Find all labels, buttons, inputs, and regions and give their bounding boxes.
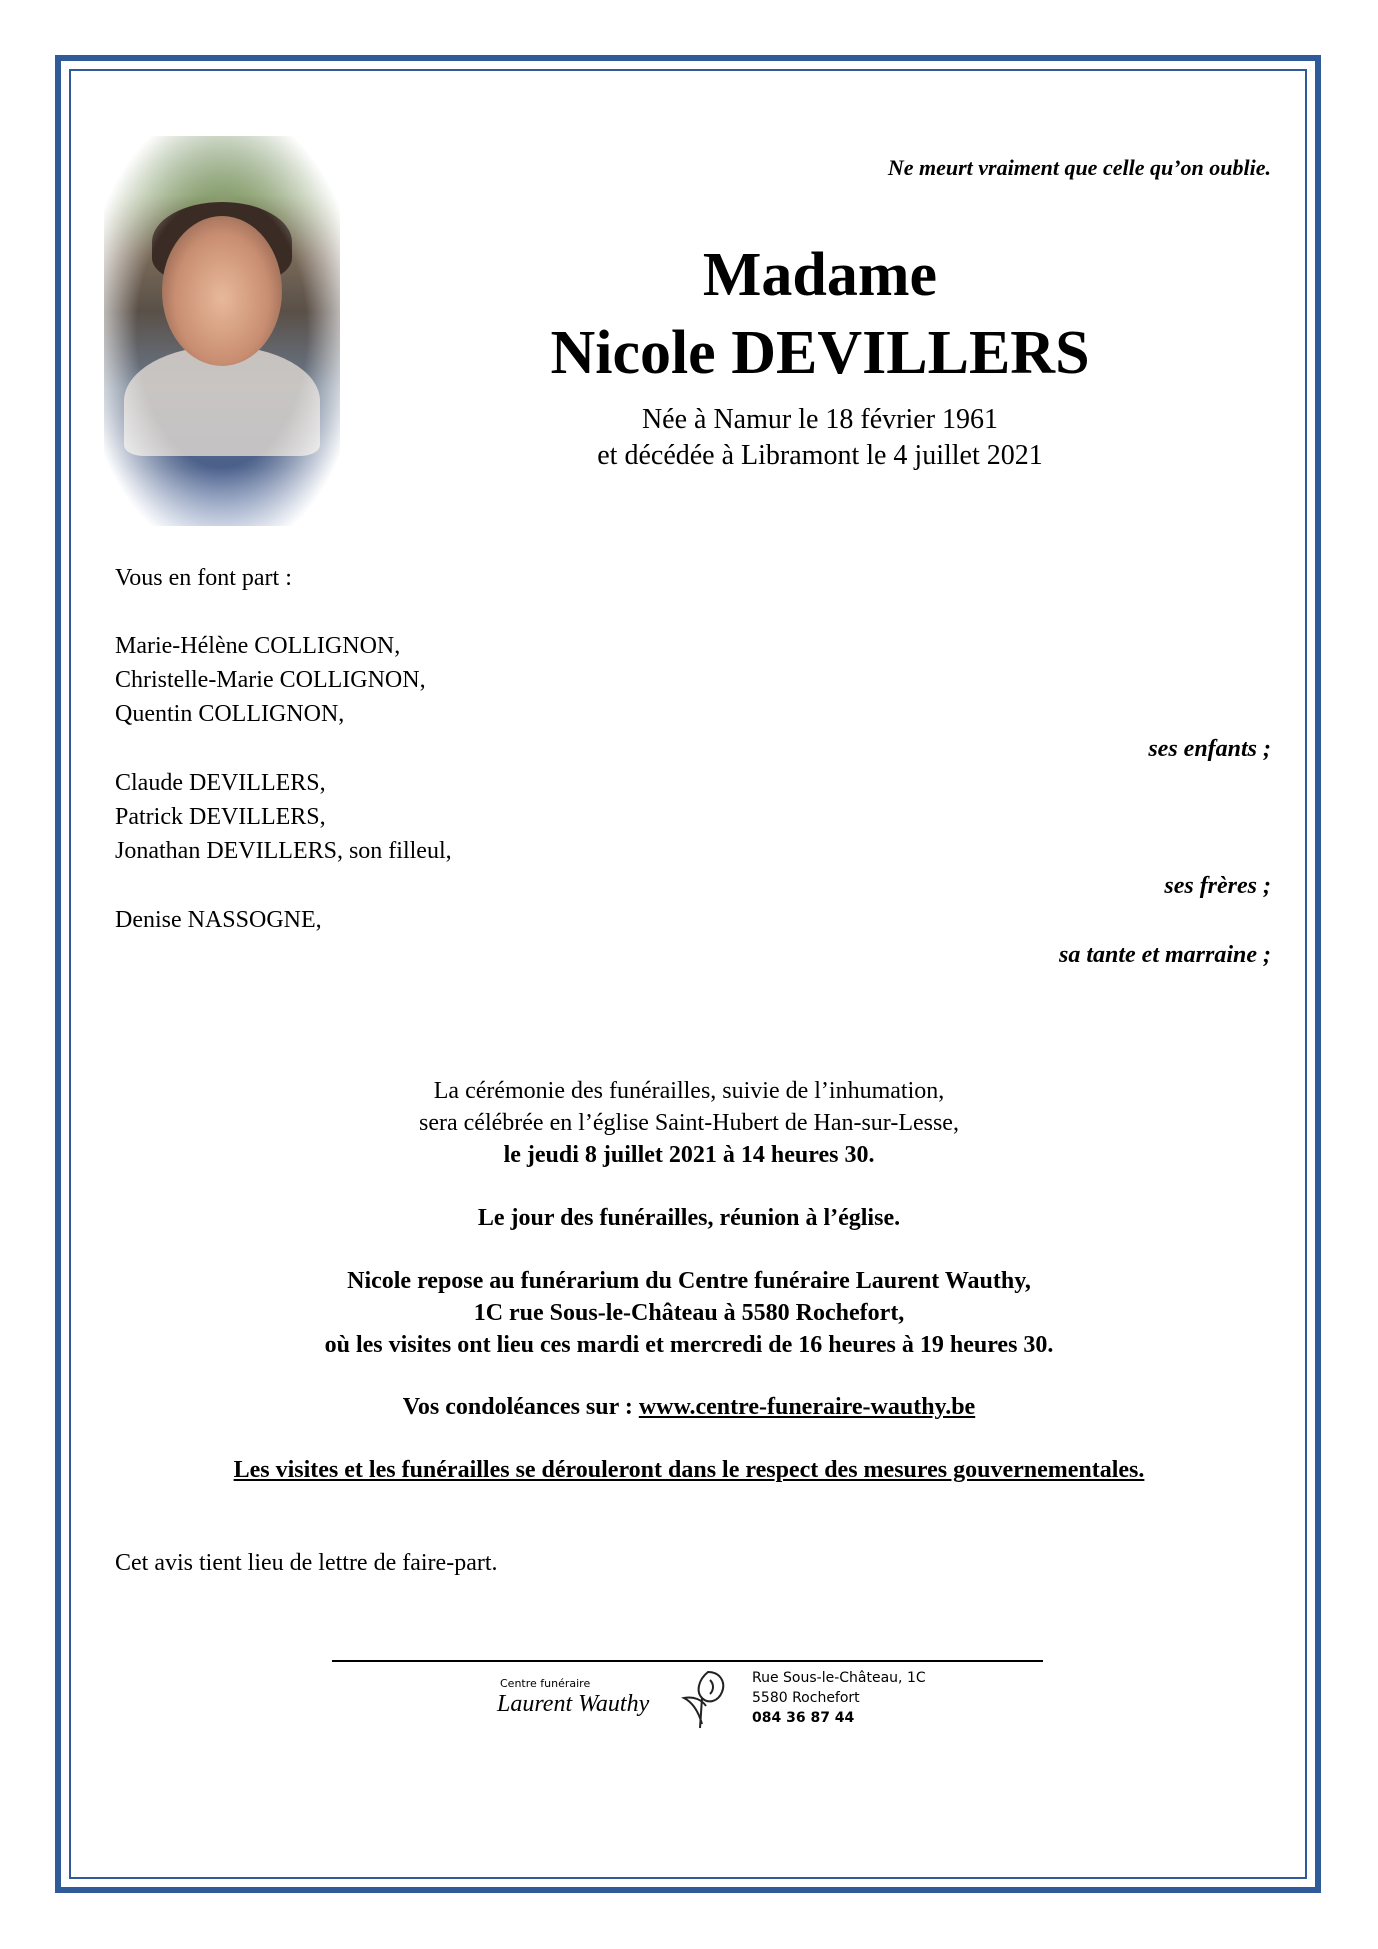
relation-label: ses frères ; <box>1164 873 1271 899</box>
death-line: et décédée à Libramont le 4 juillet 2021 <box>597 440 1043 471</box>
birth-line: Née à Namur le 18 février 1961 <box>641 404 999 435</box>
dates <box>460 402 1180 474</box>
condolences <box>115 1394 1263 1421</box>
family-member: Patrick DEVILLERS, <box>115 804 326 830</box>
gathering-note: Le jour des funérailles, réunion à l’église. <box>477 1205 901 1231</box>
portrait-face <box>162 216 282 366</box>
intro-text: Vous en font part : <box>115 565 292 591</box>
motto: Ne meurt vraiment que celle qu’on oublie. <box>887 155 1271 180</box>
repose-line: où les visites ont lieu ces mardi et mercredi de 16 heures à 19 heures 30. <box>324 1332 1054 1358</box>
deceased-name: Nicole DEVILLERS <box>550 319 1090 387</box>
calla-lily-logo-icon <box>672 1666 730 1732</box>
faire-part-notice: Cet avis tient lieu de lettre de faire-part. <box>115 1550 498 1576</box>
footer-address-city: 5580 Rochefort <box>752 1690 860 1706</box>
family-member: Jonathan DEVILLERS, son filleul, <box>115 838 452 864</box>
logo-small-text: Centre funéraire <box>500 1677 591 1690</box>
condolences-link[interactable]: www.centre-funeraire-wauthy.be <box>638 1394 976 1420</box>
footer-phone: 084 36 87 44 <box>752 1710 855 1726</box>
ceremony-line: sera célébrée en l’église Saint-Hubert de Han-sur-Lesse, <box>419 1110 959 1136</box>
family-member: Claude DEVILLERS, <box>115 770 326 796</box>
family-member: Christelle-Marie COLLIGNON, <box>115 667 426 693</box>
condolences-label: Vos condoléances sur : <box>402 1394 639 1420</box>
family-member: Denise NASSOGNE, <box>115 907 322 933</box>
repose-line: 1C rue Sous-le-Château à 5580 Rochefort, <box>473 1300 905 1326</box>
measures-notice: Les visites et les funérailles se dérouleront dans le respect des mesures gouvernementales. <box>233 1457 1145 1483</box>
relation-label: ses enfants ; <box>1148 736 1271 762</box>
portrait-photo <box>104 136 340 526</box>
logo-script-text: Laurent Wauthy <box>497 1691 650 1717</box>
family-member: Quentin COLLIGNON, <box>115 701 345 727</box>
ceremony-datetime: le jeudi 8 juillet 2021 à 14 heures 30. <box>503 1142 875 1168</box>
footer-separator <box>332 1660 1043 1662</box>
repose-line: Nicole repose au funérarium du Centre funéraire Laurent Wauthy, <box>347 1268 1031 1294</box>
family-member: Marie-Hélène COLLIGNON, <box>115 633 401 659</box>
footer-address-street: Rue Sous-le-Château, 1C <box>752 1670 926 1686</box>
relation-label: sa tante et marraine ; <box>1058 942 1271 968</box>
ceremony-line: La cérémonie des funérailles, suivie de l’inhumation, <box>433 1078 945 1104</box>
honorific: Madame <box>702 241 938 309</box>
